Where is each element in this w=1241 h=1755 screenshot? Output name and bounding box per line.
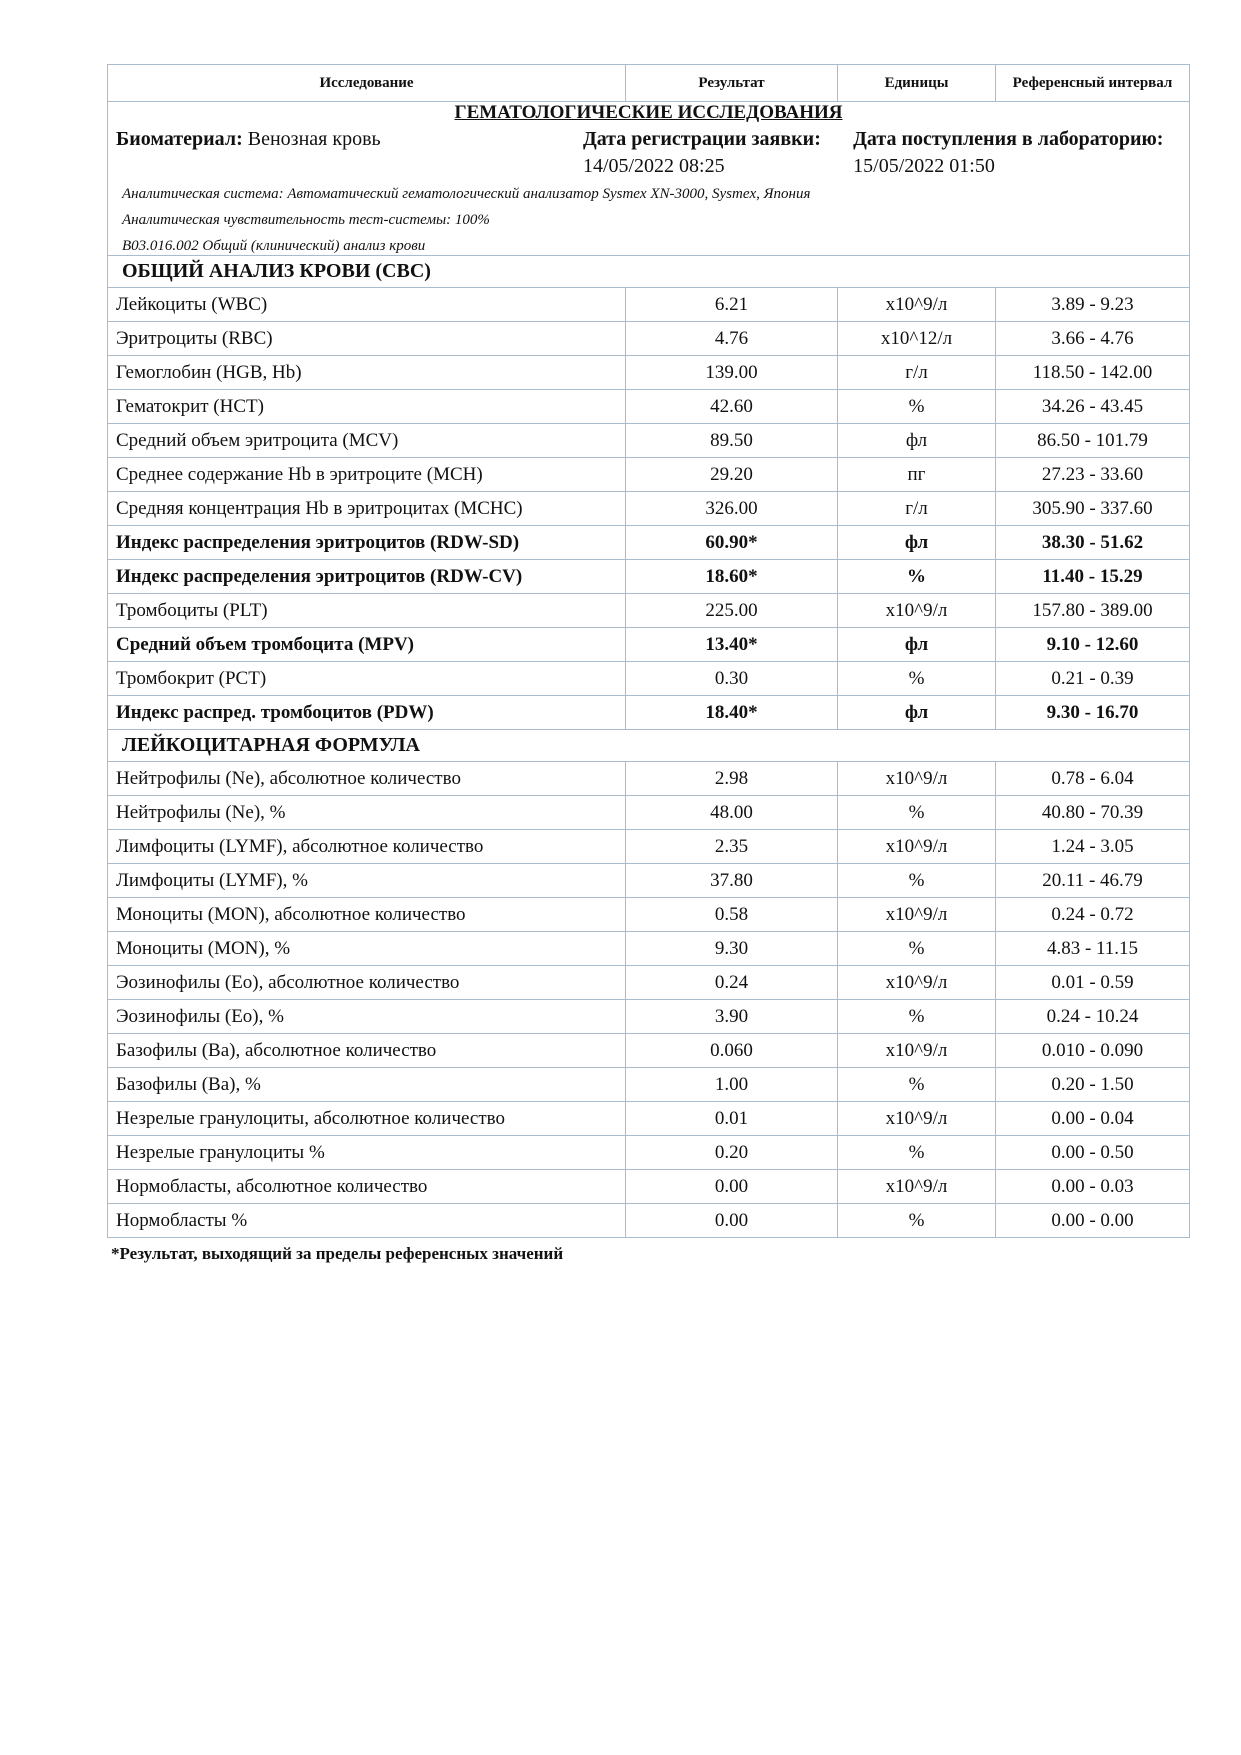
- table-row: [108, 1204, 1190, 1238]
- table-row: [108, 830, 1190, 864]
- test-name-cell: Эритроциты (RBC): [108, 322, 626, 356]
- units-cell: x10^9/л: [838, 1034, 996, 1068]
- result-cell: 18.60*: [626, 560, 838, 594]
- result-cell: 0.58: [626, 898, 838, 932]
- table-row: [108, 1068, 1190, 1102]
- units-cell: %: [838, 932, 996, 966]
- arrival-date: [853, 128, 1181, 182]
- table-header-row: [108, 65, 1190, 102]
- lab-report: [107, 64, 1189, 1264]
- column-header-test: Исследование: [108, 65, 626, 102]
- units-cell: x10^9/л: [838, 898, 996, 932]
- test-name-cell: Индекс распределения эритроцитов (RDW-CV): [108, 560, 626, 594]
- test-name-cell: Гематокрит (HCT): [108, 390, 626, 424]
- reference-cell: 86.50 - 101.79: [996, 424, 1190, 458]
- reference-cell: 3.89 - 9.23: [996, 288, 1190, 322]
- table-row: [108, 492, 1190, 526]
- result-cell: 0.00: [626, 1170, 838, 1204]
- table-row: [108, 932, 1190, 966]
- reference-cell: 3.66 - 4.76: [996, 322, 1190, 356]
- reference-cell: 0.00 - 0.04: [996, 1102, 1190, 1136]
- units-cell: x10^9/л: [838, 594, 996, 628]
- registration-value: 14/05/2022 08:25: [582, 155, 725, 177]
- reference-cell: 0.00 - 0.00: [996, 1204, 1190, 1238]
- result-cell: 37.80: [626, 864, 838, 898]
- units-cell: фл: [838, 526, 996, 560]
- result-cell: 326.00: [626, 492, 838, 526]
- table-row: [108, 1136, 1190, 1170]
- units-cell: пг: [838, 458, 996, 492]
- reference-cell: 40.80 - 70.39: [996, 796, 1190, 830]
- report-title: ГЕМАТОЛОГИЧЕСКИЕ ИССЛЕДОВАНИЯ: [454, 102, 843, 123]
- reference-cell: 0.010 - 0.090: [996, 1034, 1190, 1068]
- units-cell: %: [838, 796, 996, 830]
- test-name-cell: Нормобласты, абсолютное количество: [108, 1170, 626, 1204]
- reference-cell: 9.10 - 12.60: [996, 628, 1190, 662]
- biomaterial: [116, 128, 583, 182]
- reference-cell: 0.21 - 0.39: [996, 662, 1190, 696]
- reference-cell: 0.24 - 0.72: [996, 898, 1190, 932]
- units-cell: %: [838, 1204, 996, 1238]
- meta-row: [116, 128, 1181, 182]
- reference-cell: 0.78 - 6.04: [996, 762, 1190, 796]
- result-cell: 0.01: [626, 1102, 838, 1136]
- units-cell: x10^12/л: [838, 322, 996, 356]
- units-cell: x10^9/л: [838, 1102, 996, 1136]
- test-name-cell: Нейтрофилы (Ne), абсолютное количество: [108, 762, 626, 796]
- units-cell: x10^9/л: [838, 966, 996, 1000]
- table-row: [108, 662, 1190, 696]
- reference-cell: 11.40 - 15.29: [996, 560, 1190, 594]
- test-name-cell: Моноциты (MON), %: [108, 932, 626, 966]
- table-row: [108, 864, 1190, 898]
- result-cell: 3.90: [626, 1000, 838, 1034]
- result-cell: 0.24: [626, 966, 838, 1000]
- table-row: [108, 1000, 1190, 1034]
- test-name-cell: Индекс распред. тромбоцитов (PDW): [108, 696, 626, 730]
- reference-cell: 305.90 - 337.60: [996, 492, 1190, 526]
- test-name-cell: Тромбокрит (PCT): [108, 662, 626, 696]
- units-cell: г/л: [838, 492, 996, 526]
- table-row: [108, 628, 1190, 662]
- table-row: [108, 288, 1190, 322]
- units-cell: x10^9/л: [838, 762, 996, 796]
- test-name-cell: Лимфоциты (LYMF), %: [108, 864, 626, 898]
- reference-cell: 0.20 - 1.50: [996, 1068, 1190, 1102]
- units-cell: %: [838, 864, 996, 898]
- test-name-cell: Средний объем эритроцита (MCV): [108, 424, 626, 458]
- table-row: [108, 696, 1190, 730]
- biomaterial-label: Биоматериал:: [116, 128, 243, 150]
- reference-cell: 157.80 - 389.00: [996, 594, 1190, 628]
- test-name-cell: Лимфоциты (LYMF), абсолютное количество: [108, 830, 626, 864]
- test-name-cell: Средняя концентрация Hb в эритроцитах (MCHC): [108, 492, 626, 526]
- test-name-cell: Среднее содержание Hb в эритроците (MCH): [108, 458, 626, 492]
- result-cell: 0.30: [626, 662, 838, 696]
- reference-cell: 4.83 - 11.15: [996, 932, 1190, 966]
- section-header-row: [108, 256, 1190, 288]
- column-header-reference: Референсный интервал: [996, 65, 1190, 102]
- report-info-block: [108, 102, 1190, 256]
- footnote: *Результат, выходящий за пределы референсных значений: [111, 1244, 564, 1263]
- test-name-cell: Индекс распределения эритроцитов (RDW-SD): [108, 526, 626, 560]
- reference-cell: 34.26 - 43.45: [996, 390, 1190, 424]
- result-cell: 13.40*: [626, 628, 838, 662]
- result-cell: 0.060: [626, 1034, 838, 1068]
- result-cell: 18.40*: [626, 696, 838, 730]
- table-row: [108, 898, 1190, 932]
- result-cell: 0.20: [626, 1136, 838, 1170]
- arrival-value: 15/05/2022 01:50: [853, 155, 995, 177]
- section-title: ЛЕЙКОЦИТАРНАЯ ФОРМУЛА: [108, 730, 1190, 762]
- test-name-cell: Гемоглобин (HGB, Hb): [108, 356, 626, 390]
- units-cell: фл: [838, 696, 996, 730]
- table-row: [108, 1170, 1190, 1204]
- result-cell: 6.21: [626, 288, 838, 322]
- service-code: B03.016.002 Общий (клинический) анализ крови: [122, 238, 426, 254]
- reference-cell: 0.01 - 0.59: [996, 966, 1190, 1000]
- table-row: [108, 966, 1190, 1000]
- results-table: [107, 64, 1190, 1238]
- table-row: [108, 390, 1190, 424]
- result-cell: 2.98: [626, 762, 838, 796]
- result-cell: 225.00: [626, 594, 838, 628]
- table-row: [108, 594, 1190, 628]
- units-cell: г/л: [838, 356, 996, 390]
- analytic-system: Аналитическая система: Автоматический гематологический анализатор Sysmex XN-3000, Sysmex, Япония: [122, 186, 811, 202]
- test-name-cell: Базофилы (Ba), %: [108, 1068, 626, 1102]
- result-cell: 2.35: [626, 830, 838, 864]
- reference-cell: 0.24 - 10.24: [996, 1000, 1190, 1034]
- table-row: [108, 1034, 1190, 1068]
- result-cell: 48.00: [626, 796, 838, 830]
- table-row: [108, 762, 1190, 796]
- table-row: [108, 796, 1190, 830]
- test-name-cell: Лейкоциты (WBC): [108, 288, 626, 322]
- reference-cell: 0.00 - 0.50: [996, 1136, 1190, 1170]
- units-cell: x10^9/л: [838, 1170, 996, 1204]
- units-cell: фл: [838, 424, 996, 458]
- result-cell: 4.76: [626, 322, 838, 356]
- registration-label: Дата регистрации заявки:: [582, 128, 821, 150]
- result-cell: 0.00: [626, 1204, 838, 1238]
- test-name-cell: Базофилы (Ba), абсолютное количество: [108, 1034, 626, 1068]
- units-cell: %: [838, 1068, 996, 1102]
- table-row: [108, 322, 1190, 356]
- reference-cell: 20.11 - 46.79: [996, 864, 1190, 898]
- units-cell: x10^9/л: [838, 830, 996, 864]
- reference-cell: 9.30 - 16.70: [996, 696, 1190, 730]
- table-row: [108, 526, 1190, 560]
- result-cell: 42.60: [626, 390, 838, 424]
- section-title: ОБЩИЙ АНАЛИЗ КРОВИ (CBC): [108, 256, 1190, 288]
- test-name-cell: Моноциты (MON), абсолютное количество: [108, 898, 626, 932]
- table-row: [108, 1102, 1190, 1136]
- units-cell: фл: [838, 628, 996, 662]
- test-name-cell: Тромбоциты (PLT): [108, 594, 626, 628]
- table-row: [108, 424, 1190, 458]
- units-cell: %: [838, 1000, 996, 1034]
- units-cell: %: [838, 1136, 996, 1170]
- table-row: [108, 458, 1190, 492]
- table-row: [108, 356, 1190, 390]
- column-header-result: Результат: [626, 65, 838, 102]
- units-cell: x10^9/л: [838, 288, 996, 322]
- units-cell: %: [838, 560, 996, 594]
- reference-cell: 118.50 - 142.00: [996, 356, 1190, 390]
- result-cell: 60.90*: [626, 526, 838, 560]
- result-cell: 1.00: [626, 1068, 838, 1102]
- section-header-row: [108, 730, 1190, 762]
- column-header-units: Единицы: [838, 65, 996, 102]
- test-name-cell: Незрелые гранулоциты %: [108, 1136, 626, 1170]
- test-name-cell: Эозинофилы (Eo), %: [108, 1000, 626, 1034]
- result-cell: 29.20: [626, 458, 838, 492]
- sensitivity: Аналитическая чувствительность тест-системы: 100%: [122, 212, 490, 228]
- registration-date: [583, 128, 853, 182]
- result-cell: 89.50: [626, 424, 838, 458]
- test-name-cell: Незрелые гранулоциты, абсолютное количество: [108, 1102, 626, 1136]
- report-info-row: [108, 102, 1190, 256]
- reference-cell: 0.00 - 0.03: [996, 1170, 1190, 1204]
- result-cell: 9.30: [626, 932, 838, 966]
- test-name-cell: Эозинофилы (Eo), абсолютное количество: [108, 966, 626, 1000]
- test-name-cell: Нормобласты %: [108, 1204, 626, 1238]
- reference-cell: 38.30 - 51.62: [996, 526, 1190, 560]
- test-name-cell: Нейтрофилы (Ne), %: [108, 796, 626, 830]
- biomaterial-value: Венозная кровь: [247, 128, 381, 150]
- arrival-label: Дата поступления в лабораторию:: [853, 128, 1164, 150]
- units-cell: %: [838, 662, 996, 696]
- units-cell: %: [838, 390, 996, 424]
- reference-cell: 1.24 - 3.05: [996, 830, 1190, 864]
- test-name-cell: Средний объем тромбоцита (MPV): [108, 628, 626, 662]
- result-cell: 139.00: [626, 356, 838, 390]
- table-row: [108, 560, 1190, 594]
- reference-cell: 27.23 - 33.60: [996, 458, 1190, 492]
